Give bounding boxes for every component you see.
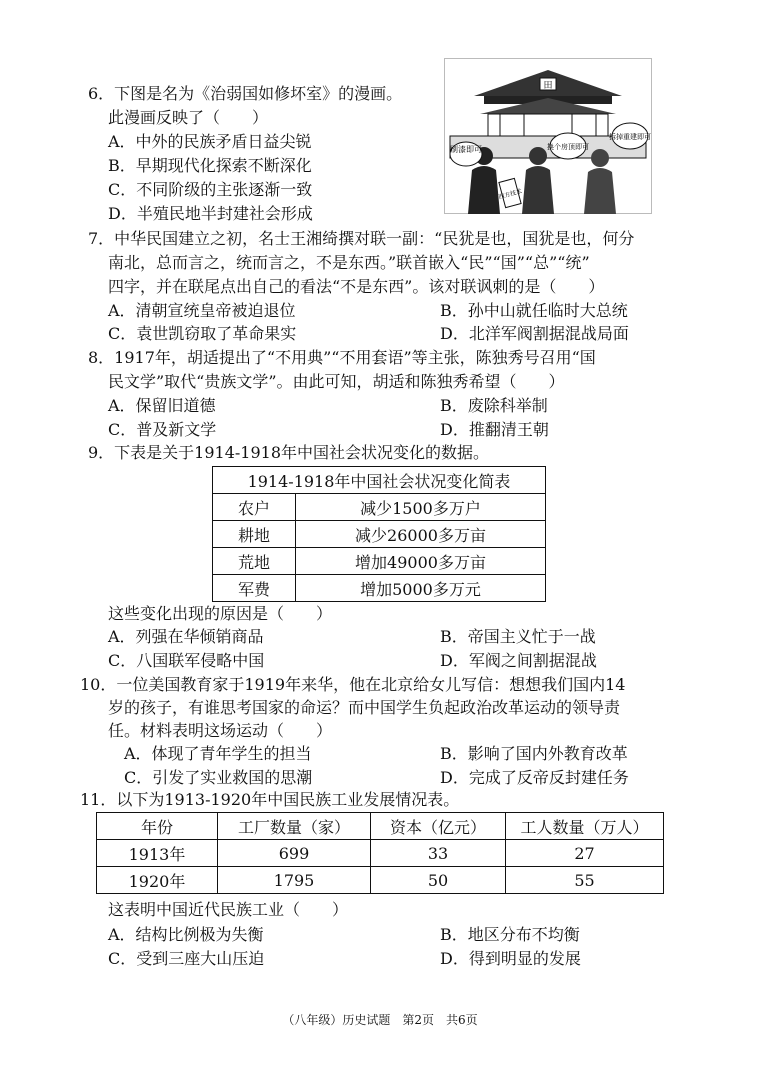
- q10-stem-line2: 岁的孩子，有谁思考国家的命运？而中国学生负起政治改革运动的领导责: [108, 698, 621, 717]
- q10-stem-line3: 任。材料表明这场运动（ ）: [108, 721, 333, 740]
- q7-stem-line1: 7．中华民国建立之初，名士王湘绮撰对联一副：“民犹是也，国犹是也，何分: [88, 229, 635, 248]
- q8-stem-line2: 民文学”取代“贵族文学”。由此可知，胡适和陈独秀希望（ ）: [108, 372, 565, 391]
- q7-option-c[interactable]: C．袁世凯窃取了革命果实: [108, 324, 297, 343]
- q10-stem-line1: 10．一位美国教育家于1919年来华，他在北京给女儿写信：想想我们国内14: [80, 675, 626, 694]
- q11-option-b[interactable]: B．地区分布不均衡: [440, 925, 580, 944]
- bubble-middle-text: 换个房顶即可: [547, 143, 589, 151]
- q11-table: [96, 812, 664, 894]
- q6-stem-cont: 此漫画反映了（ ）: [108, 108, 269, 127]
- table-row: [213, 575, 546, 602]
- q10-option-c[interactable]: C．引发了实业救国的思潮: [124, 768, 313, 787]
- q11-option-c[interactable]: C．受到三座大山压迫: [108, 949, 265, 968]
- table-cell: 增加5000多万元: [296, 575, 546, 602]
- table-cell: 军费: [213, 575, 296, 602]
- page-footer: （八年级）历史试题 第2页 共6页: [282, 1013, 478, 1027]
- q8-option-b[interactable]: B．废除科举制: [440, 396, 548, 415]
- table-cell: 1920年: [97, 867, 218, 894]
- table-cell: 减少26000多万亩: [296, 521, 546, 548]
- q6-option-b[interactable]: B．早期现代化探索不断深化: [108, 156, 312, 175]
- table-header: 资本（亿元）: [371, 813, 506, 840]
- table-row: [97, 840, 664, 867]
- svg-text:刷漆即可: [450, 144, 482, 154]
- table-row: [97, 867, 664, 894]
- table-row: [213, 521, 546, 548]
- table-header-row: [97, 813, 664, 840]
- q7-stem-line3: 四字，并在联尾点出自己的看法“不是东西”。该对联讽刺的是（ ）: [108, 277, 605, 296]
- table-cell: 荒地: [213, 548, 296, 575]
- table-cell: 减少1500多万户: [296, 494, 546, 521]
- q6-option-c[interactable]: C．不同阶级的主张逐渐一致: [108, 180, 313, 199]
- q9-question: 这些变化出现的原因是（ ）: [108, 604, 333, 623]
- q11-option-d[interactable]: D．得到明显的发展: [440, 949, 581, 968]
- q7-option-d[interactable]: D．北洋军阀割据混战局面: [440, 324, 629, 343]
- q9-table: [212, 466, 546, 602]
- table-cell: 1795: [218, 867, 371, 894]
- q11-stem: 11．以下为1913-1920年中国民族工业发展情况表。: [80, 790, 460, 809]
- q9-table-title: 1914-1918年中国社会状况变化简表: [213, 467, 546, 494]
- bubble-right-text: 拆掉重建即可: [609, 133, 651, 141]
- q7-option-b[interactable]: B．孙中山就任临时大总统: [440, 301, 628, 320]
- q8-option-a[interactable]: A．保留旧道德: [108, 396, 216, 415]
- q11-question: 这表明中国近代民族工业（ ）: [108, 900, 349, 919]
- q10-option-b[interactable]: B．影响了国内外教育改革: [440, 744, 628, 763]
- table-cell: 33: [371, 840, 506, 867]
- q7-option-a[interactable]: A．清朝宣统皇帝被迫退位: [108, 301, 296, 320]
- table-cell: 1913年: [97, 840, 218, 867]
- table-row: [213, 548, 546, 575]
- q8-option-d[interactable]: D．推翻清王朝: [440, 420, 549, 439]
- gate-plaque: 田: [543, 81, 553, 91]
- table-cell: 增加49000多万亩: [296, 548, 546, 575]
- table-header: 工人数量（万人）: [506, 813, 664, 840]
- table-cell: 农户: [213, 494, 296, 521]
- table-cell: 699: [218, 840, 371, 867]
- q9-stem: 9．下表是关于1914-1918年中国社会状况变化的数据。: [88, 443, 490, 462]
- q9-option-b[interactable]: B．帝国主义忙于一战: [440, 627, 596, 646]
- q10-option-d[interactable]: D．完成了反帝反封建任务: [440, 768, 629, 787]
- table-header: 工厂数量（家）: [218, 813, 371, 840]
- q8-stem-line1: 8．1917年，胡适提出了“不用典”“不用套语”等主张，陈独秀号召用“国: [88, 348, 596, 367]
- q9-option-d[interactable]: D．军阀之间割据混战: [440, 651, 597, 670]
- book-label: 西方技术: [497, 187, 523, 201]
- q8-option-c[interactable]: C．普及新文学: [108, 420, 217, 439]
- cartoon-illustration: [444, 58, 652, 214]
- q10-option-a[interactable]: A．体现了青年学生的担当: [124, 744, 312, 763]
- q11-option-a[interactable]: A．结构比例极为失衡: [108, 925, 264, 944]
- q9-option-a[interactable]: A．列强在华倾销商品: [108, 627, 264, 646]
- table-cell: 27: [506, 840, 664, 867]
- q9-option-c[interactable]: C．八国联军侵略中国: [108, 651, 265, 670]
- q6-stem: 6．下图是名为《治弱国如修坏室》的漫画。: [88, 84, 403, 103]
- bubble-left-text: 刷漆即可: [450, 145, 482, 154]
- table-header: 年份: [97, 813, 218, 840]
- q6-option-a[interactable]: A．中外的民族矛盾日益尖锐: [108, 132, 312, 151]
- q7-stem-line2: 南北，总而言之，统而言之，不是东西。”联首嵌入“民”“国”“总”“统”: [108, 253, 590, 272]
- q6-option-d[interactable]: D．半殖民地半封建社会形成: [108, 204, 313, 223]
- table-cell: 55: [506, 867, 664, 894]
- table-cell: 50: [371, 867, 506, 894]
- table-row: [213, 494, 546, 521]
- table-cell: 耕地: [213, 521, 296, 548]
